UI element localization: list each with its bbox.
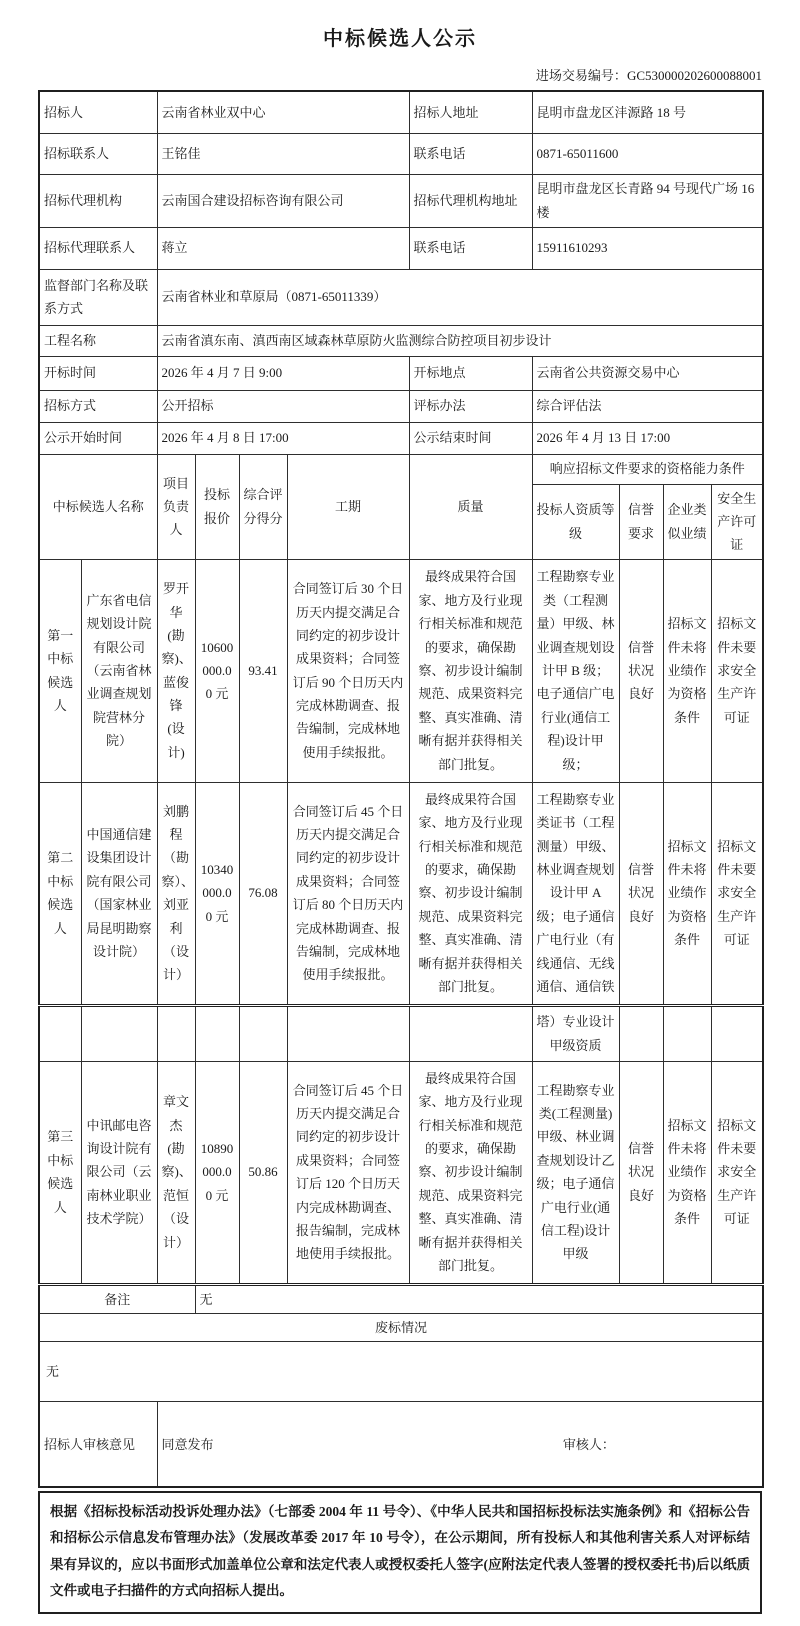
header-project-manager: 项目负责人 bbox=[157, 454, 195, 559]
bidder-contact-value: 王铭佳 bbox=[157, 133, 409, 174]
agency-contact-label: 招标代理联系人 bbox=[39, 227, 157, 269]
objection-notice-box bbox=[38, 1491, 762, 1614]
remark-label: 备注 bbox=[39, 1284, 195, 1313]
empty-cell bbox=[39, 1005, 81, 1061]
opening-time-label: 开标时间 bbox=[39, 356, 157, 390]
bidder-phone-label: 联系电话 bbox=[409, 133, 532, 174]
review-label: 招标人审核意见 bbox=[39, 1402, 157, 1487]
empty-cell bbox=[619, 1005, 663, 1061]
header-safety: 安全生产许可证 bbox=[711, 484, 763, 559]
bid-method-label: 招标方式 bbox=[39, 390, 157, 422]
transaction-number-value: GC530000202600088001 bbox=[626, 68, 762, 83]
invalid-bid-header: 废标情况 bbox=[39, 1314, 763, 1342]
opening-place-value: 云南省公共资源交易中心 bbox=[532, 356, 763, 390]
info-row-opening-time bbox=[39, 356, 763, 390]
supervisor-label: 监督部门名称及联系方式 bbox=[39, 269, 157, 325]
empty-cell bbox=[287, 1005, 409, 1061]
info-row-supervisor bbox=[39, 269, 763, 325]
info-row-bid-method bbox=[39, 390, 763, 422]
bidder-phone-value: 0871-65011600 bbox=[532, 133, 763, 174]
agency-address-label: 招标代理机构地址 bbox=[409, 174, 532, 227]
review-cell bbox=[157, 1402, 763, 1487]
invalid-bid-header-row bbox=[39, 1314, 763, 1342]
candidate-manager: 刘鹏程（勘察）、刘亚利（设计） bbox=[157, 782, 195, 1005]
header-bid-price: 投标报价 bbox=[195, 454, 239, 559]
agency-phone-value: 15911610293 bbox=[532, 227, 763, 269]
review-row bbox=[39, 1402, 763, 1487]
info-row-bidder-contact bbox=[39, 133, 763, 174]
candidate-company: 广东省电信规划设计院有限公司（云南省林业调查规划院营林分院） bbox=[81, 559, 157, 782]
candidate-qualification: 工程勘察专业类证书（工程测量）甲级、林业调查规划设计甲 A 级；电子通信广电行业（有线通信、无线通信、通信铁 bbox=[532, 782, 619, 1005]
candidate-price: 10890000.00 元 bbox=[195, 1061, 239, 1284]
info-row-agency bbox=[39, 174, 763, 227]
empty-cell bbox=[663, 1005, 711, 1061]
candidate-reputation: 信誉状况良好 bbox=[619, 1061, 663, 1284]
evaluation-method-label: 评标办法 bbox=[409, 390, 532, 422]
candidate-safety: 招标文件未要求安全生产许可证 bbox=[711, 559, 763, 782]
bidder-value: 云南省林业双中心 bbox=[157, 91, 409, 133]
remark-value: 无 bbox=[195, 1284, 763, 1313]
publicity-start-value: 2026 年 4 月 8 日 17:00 bbox=[157, 422, 409, 454]
candidate-company: 中国通信建设集团设计院有限公司（国家林业局昆明勘察设计院） bbox=[81, 782, 157, 1005]
candidate-duration: 合同签订后 45 个日历天内提交满足合同约定的初步设计成果资料；合同签订后 120 个日历天内完成林勘调查、报告编制，完成林地使用手续报批。 bbox=[287, 1061, 409, 1284]
header-reputation: 信誉要求 bbox=[619, 484, 663, 559]
empty-cell bbox=[711, 1005, 763, 1061]
bidder-label: 招标人 bbox=[39, 91, 157, 133]
info-row-publicity-time bbox=[39, 422, 763, 454]
agency-address-value: 昆明市盘龙区长青路 94 号现代广场 16 楼 bbox=[532, 174, 763, 227]
opening-place-label: 开标地点 bbox=[409, 356, 532, 390]
empty-cell bbox=[157, 1005, 195, 1061]
candidate-duration: 合同签订后 30 个日历天内提交满足合同约定的初步设计成果资料；合同签订后 90 个日历天内完成林勘调查、报告编制，完成林地使用手续报批。 bbox=[287, 559, 409, 782]
candidate-row-2 bbox=[39, 782, 763, 1005]
announcement-table bbox=[38, 90, 764, 1488]
candidate-reputation: 信誉状况良好 bbox=[619, 559, 663, 782]
candidate-price: 10600000.00 元 bbox=[195, 559, 239, 782]
candidate-quality: 最终成果符合国家、地方及行业现行相关标准和规范的要求，确保勘察、初步设计编制规范、成果资料完整、真实准确、清晰有据并获得相关部门批复。 bbox=[409, 559, 532, 782]
agency-contact-value: 蒋立 bbox=[157, 227, 409, 269]
candidate-achievement: 招标文件未将业绩作为资格条件 bbox=[663, 1061, 711, 1284]
empty-cell bbox=[195, 1005, 239, 1061]
candidate-duration: 合同签订后 45 个日历天内提交满足合同约定的初步设计成果资料；合同签订后 80 个日历天内完成林勘调查、报告编制，完成林地使用手续报批。 bbox=[287, 782, 409, 1005]
candidate-safety: 招标文件未要求安全生产许可证 bbox=[711, 1061, 763, 1284]
candidate-safety: 招标文件未要求安全生产许可证 bbox=[711, 782, 763, 1005]
info-row-project-name bbox=[39, 325, 763, 356]
agency-phone-label: 联系电话 bbox=[409, 227, 532, 269]
candidate-achievement: 招标文件未将业绩作为资格条件 bbox=[663, 559, 711, 782]
objection-notice-text: 根据《招标投标活动投诉处理办法》（七部委 2004 年 11 号令）、《中华人民共和国招标投标法实施条例》和《招标公告和招标公示信息发布管理办法》（发展改革委 2017 年 10 号令），在公示期间，所有投标人和其他利害关系人对评标结果有异议的，应以书面形式加盖单位公章和法定代表人或授权委托人签字(应附法定代表人签署的授权委托书)后以纸质文件或电子扫描件的方式向招标人提出。 bbox=[50, 1503, 750, 1598]
project-name-label: 工程名称 bbox=[39, 325, 157, 356]
candidate-header-row bbox=[39, 454, 763, 484]
opening-time-value: 2026 年 4 月 7 日 9:00 bbox=[157, 356, 409, 390]
candidate-manager: 罗开华(勘察)、蓝俊锋(设计) bbox=[157, 559, 195, 782]
candidate-rank: 第一中标候选人 bbox=[39, 559, 81, 782]
remark-row bbox=[39, 1284, 763, 1313]
invalid-bid-value: 无 bbox=[39, 1342, 763, 1402]
candidate-price: 10340000.00 元 bbox=[195, 782, 239, 1005]
header-qualification: 投标人资质等级 bbox=[532, 484, 619, 559]
candidate-row-3 bbox=[39, 1061, 763, 1284]
empty-cell bbox=[239, 1005, 287, 1061]
candidate-qualification: 工程勘察专业类（工程测量）甲级、林业调查规划设计甲 B 级；电子通信广电行业(通信工程)设计甲级； bbox=[532, 559, 619, 782]
empty-cell bbox=[409, 1005, 532, 1061]
candidate-achievement: 招标文件未将业绩作为资格条件 bbox=[663, 782, 711, 1005]
candidate-row-1 bbox=[39, 559, 763, 782]
page-title: 中标候选人公示 bbox=[323, 28, 477, 50]
review-opinion: 同意发布 bbox=[161, 1436, 214, 1452]
publicity-end-value: 2026 年 4 月 13 日 17:00 bbox=[532, 422, 763, 454]
header-quality: 质量 bbox=[409, 454, 532, 559]
info-row-bidder bbox=[39, 91, 763, 133]
supervisor-value: 云南省林业和草原局（0871-65011339） bbox=[157, 269, 763, 325]
candidate-rank: 第三中标候选人 bbox=[39, 1061, 81, 1284]
candidate-manager: 章文杰(勘察)、范恒（设计） bbox=[157, 1061, 195, 1284]
publicity-start-label: 公示开始时间 bbox=[39, 422, 157, 454]
agency-label: 招标代理机构 bbox=[39, 174, 157, 227]
header-achievement: 企业类似业绩 bbox=[663, 484, 711, 559]
candidate-reputation: 信誉状况良好 bbox=[619, 782, 663, 1005]
header-score: 综合评分得分 bbox=[239, 454, 287, 559]
bid-method-value: 公开招标 bbox=[157, 390, 409, 422]
invalid-bid-value-row bbox=[39, 1342, 763, 1402]
reviewer-label: 审核人： bbox=[562, 1436, 615, 1452]
evaluation-method-value: 综合评估法 bbox=[532, 390, 763, 422]
candidate-row-2-continuation bbox=[39, 1005, 763, 1061]
publicity-end-label: 公示结束时间 bbox=[409, 422, 532, 454]
bidder-address-value: 昆明市盘龙区沣源路 18 号 bbox=[532, 91, 763, 133]
transaction-number-label: 进场交易编号： bbox=[535, 68, 627, 83]
candidate-company: 中讯邮电咨询设计院有限公司（云南林业职业技术学院） bbox=[81, 1061, 157, 1284]
info-row-agency-contact bbox=[39, 227, 763, 269]
candidate-qualification: 工程勘察专业类(工程测量)甲级、林业调查规划设计乙级；电子通信广电行业(通信工程)设计甲级 bbox=[532, 1061, 619, 1284]
bidder-address-label: 招标人地址 bbox=[409, 91, 532, 133]
candidate-score: 93.41 bbox=[239, 559, 287, 782]
empty-cell bbox=[81, 1005, 157, 1061]
project-name-value: 云南省滇东南、滇西南区域森林草原防火监测综合防控项目初步设计 bbox=[157, 325, 763, 356]
agency-value: 云南国合建设招标咨询有限公司 bbox=[157, 174, 409, 227]
bidder-contact-label: 招标联系人 bbox=[39, 133, 157, 174]
candidate-score: 76.08 bbox=[239, 782, 287, 1005]
candidate-qualification-continued: 塔）专业设计甲级资质 bbox=[532, 1005, 619, 1061]
candidate-quality: 最终成果符合国家、地方及行业现行相关标准和规范的要求，确保勘察、初步设计编制规范、成果资料完整、真实准确、清晰有据并获得相关部门批复。 bbox=[409, 1061, 532, 1284]
transaction-number-line bbox=[38, 65, 762, 84]
candidate-rank: 第二中标候选人 bbox=[39, 782, 81, 1005]
header-candidate-name: 中标候选人名称 bbox=[39, 454, 157, 559]
header-capability-group: 响应招标文件要求的资格能力条件 bbox=[532, 454, 763, 484]
candidate-quality: 最终成果符合国家、地方及行业现行相关标准和规范的要求，确保勘察、初步设计编制规范、成果资料完整、真实准确、清晰有据并获得相关部门批复。 bbox=[409, 782, 532, 1005]
header-duration: 工期 bbox=[287, 454, 409, 559]
candidate-score: 50.86 bbox=[239, 1061, 287, 1284]
